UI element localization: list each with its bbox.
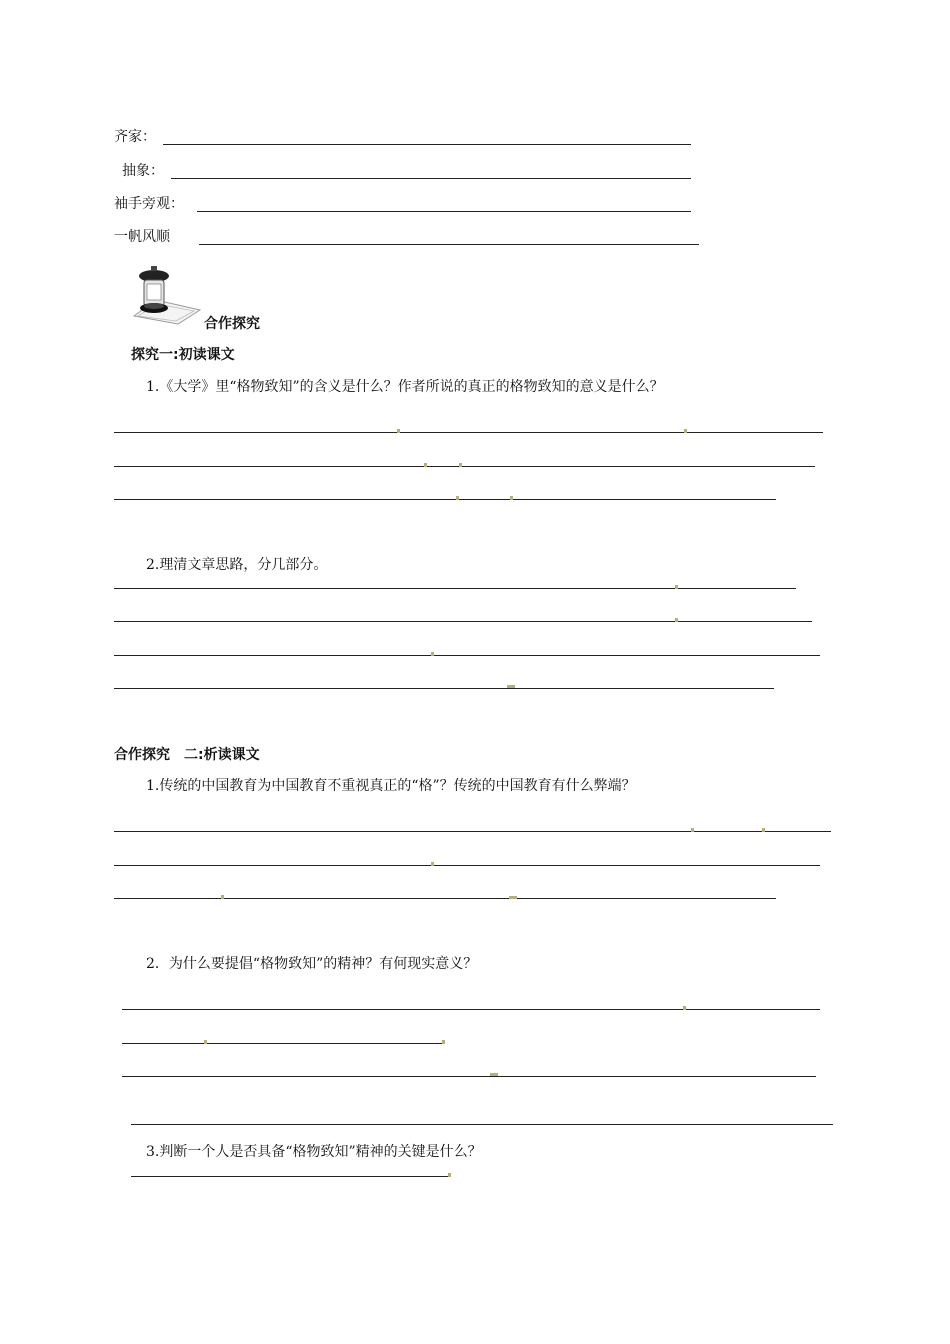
mark (510, 496, 513, 500)
answer-line[interactable] (171, 178, 691, 179)
mark (431, 862, 434, 866)
mark (442, 1040, 445, 1044)
answer-line[interactable] (197, 211, 691, 212)
answer-line[interactable] (199, 244, 699, 245)
question-1-2: 2.理清文章思路，分几部分。 (146, 557, 328, 573)
ink-lamp-icon (130, 264, 202, 326)
mark (675, 618, 678, 622)
mark (456, 496, 459, 500)
vocab-term-yifan: 一帆风顺 (114, 229, 170, 245)
vocab-term-qijia: 齐家： (114, 129, 156, 145)
answer-line[interactable] (114, 499, 776, 500)
answer-line[interactable] (131, 1124, 833, 1125)
answer-line[interactable] (114, 466, 815, 467)
question-2-3: 3.判断一个人是否具备“格物致知”精神的关键是什么？ (146, 1144, 482, 1160)
mark (684, 429, 687, 433)
question-1-1: 1.《大学》里“格物致知”的含义是什么？作者所说的真正的格物致知的意义是什么？ (146, 379, 664, 395)
answer-line[interactable] (114, 655, 820, 656)
mark (509, 896, 517, 899)
answer-line[interactable] (131, 1176, 449, 1177)
mark (204, 1040, 207, 1044)
mark (691, 828, 694, 832)
mark (490, 1073, 498, 1076)
answer-line[interactable] (114, 621, 812, 622)
answer-line[interactable] (114, 865, 820, 866)
section-subtitle-first-read: 探究一:初读课文 (131, 347, 235, 363)
section-header-cooperate: 合作探究 (204, 316, 260, 332)
answer-line[interactable] (114, 588, 796, 589)
mark (431, 652, 434, 656)
answer-line[interactable] (122, 1009, 820, 1010)
mark (762, 828, 765, 832)
mark (675, 585, 678, 589)
section-header-analyze: 合作探究 二:析读课文 (114, 747, 260, 763)
answer-line[interactable] (114, 898, 776, 899)
answer-line[interactable] (114, 432, 823, 433)
question-2-1: 1.传统的中国教育为中国教育不重视真正的“格”？传统的中国教育有什么弊端？ (146, 778, 636, 794)
answer-line[interactable] (122, 1043, 444, 1044)
vocab-term-chouxiang: 抽象： (122, 163, 164, 179)
answer-line[interactable] (122, 1076, 816, 1077)
answer-line[interactable] (114, 831, 831, 832)
answer-line[interactable] (163, 144, 691, 145)
mark (397, 429, 400, 433)
mark (424, 463, 427, 467)
mark (221, 895, 224, 899)
answer-line[interactable] (114, 688, 774, 689)
vocab-term-xiushou: 袖手旁观： (114, 196, 184, 212)
mark (507, 685, 515, 688)
mark (459, 463, 462, 467)
mark (683, 1006, 686, 1010)
mark (448, 1173, 451, 1177)
question-2-2: 2．为什么要提倡“格物致知”的精神？有何现实意义？ (146, 956, 478, 972)
